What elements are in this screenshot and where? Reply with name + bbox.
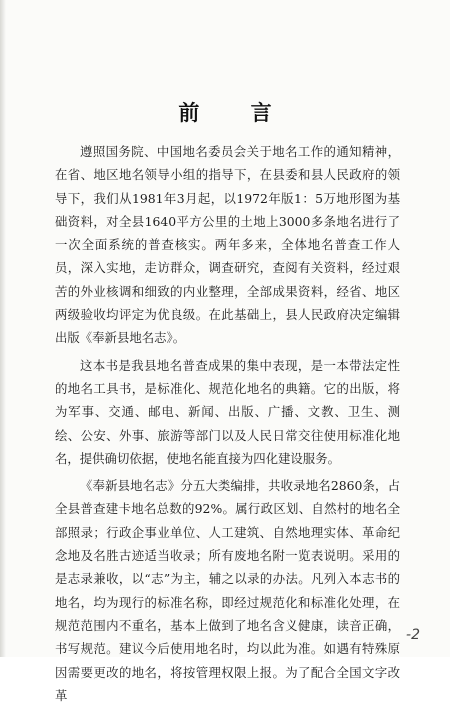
body-text bbox=[55, 140, 400, 711]
page-title: 前 言 bbox=[178, 101, 294, 125]
paragraph-1: 遵照国务院、中国地名委员会关于地名工作的通知精神，在省、地区地名领导小组的指导下，在县委和县人民政府的领导下，我们从1981年3月起，以1972年版1：5万地形图为基础资料，对全县1640平方公里的土地上3000多条地名进行了一次全面系统的普查核实。两年多来，全体地名普查工作人员，深入实地，走访群众，调查研究，查阅有关资料，经过艰苦的外业核调和细致的内业整理，全部成果资料，经省、地区两级验收均评定为优良级。在此基础上，县人民政府决定编辑出版《奉新县地名志》。 bbox=[55, 144, 400, 346]
paragraph-3: 《奉新县地名志》分五大类编排，共收录地名2860条，占全县普查建卡地名总数的92%。属行政区划、自然村的地名全部照录；行政企事业单位、人工建筑、自然地理实体、革命纪念地及名胜古迹适当收录；所有废地名附一览表说明。采用的是志录兼收，以“志”为主，辅之以录的办法。凡列入本志书的地名，均为现行的标准名称，即经过规范化和标准化处理，在规范范围内不重名，基本上做到了地名含义健康，读音正确，书写规范。建议今后使用地名时，均以此为准。如遇有特殊原因需要更改的地名，将按管理权限上报。为了配合全国文字改革 bbox=[55, 478, 400, 703]
page-number-mark: -2 bbox=[406, 627, 420, 643]
paragraph-2: 这本书是我县地名普查成果的集中表现，是一本带法定性的地名工具书，是标准化、规范化地名的典籍。它的出版，将为军事、交通、邮电、新闻、出版、广播、文教、卫生、测绘、公安、外事、旅游等部门以及人民日常交往使用标准化地名，提供确切依据，使地名能直接为四化建设服务。 bbox=[55, 357, 400, 466]
